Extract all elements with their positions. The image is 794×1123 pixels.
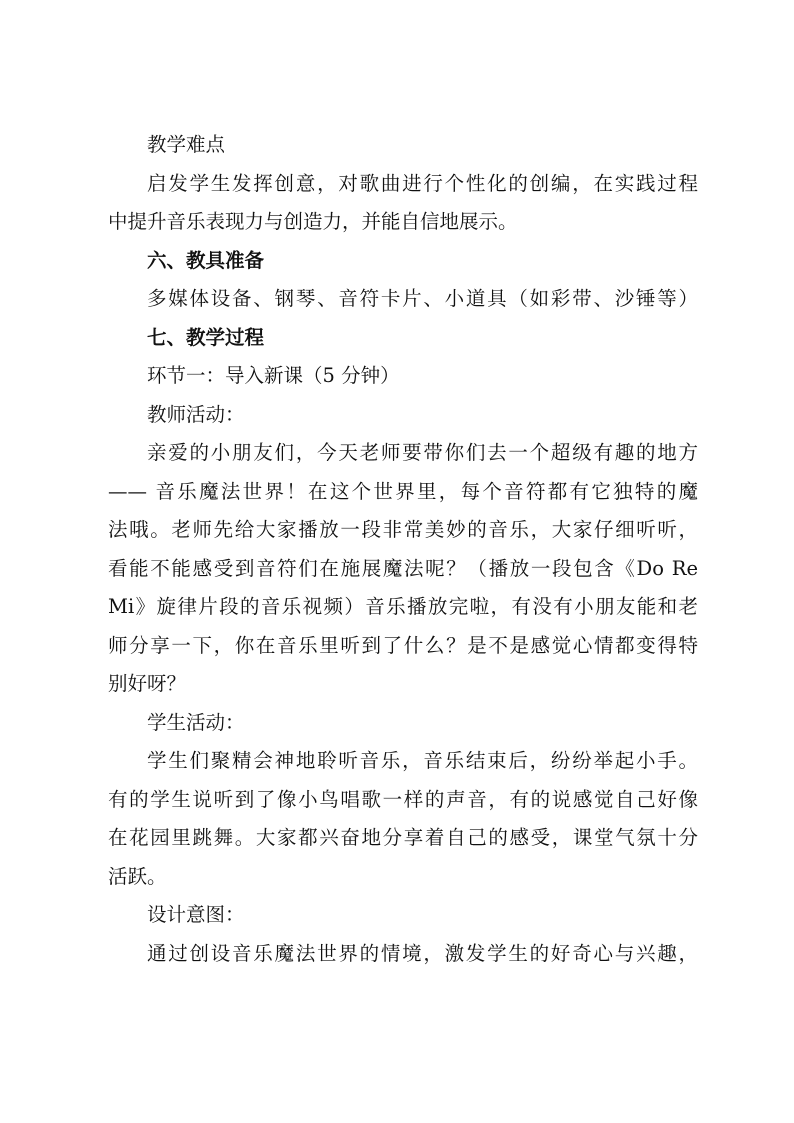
paragraph-line: 多媒体设备、钢琴、音符卡片、小道具（如彩带、沙锤等） — [147, 287, 698, 310]
section-heading-teaching-process: 七、教学过程 — [147, 325, 265, 349]
paragraph-line: 活跃。 — [108, 864, 167, 888]
paragraph-line: 中提升音乐表现力与创造力，并能自信地展示。 — [108, 210, 518, 233]
paragraph-line: 看能不能感受到音符们在施展魔法呢？（播放一段包含《Do Re — [108, 556, 698, 580]
paragraph-line: 别好呀？ — [108, 672, 187, 695]
paragraph-line: —— 音乐魔法世界！在这个世界里，每个音符都有它独特的魔 — [108, 479, 698, 503]
paragraph-line: 启发学生发挥创意，对歌曲进行个性化的创编，在实践过程 — [147, 171, 698, 195]
document-page — [108, 126, 698, 973]
paragraph-line: 师分享一下，你在音乐里听到了什么？是不是感觉心情都变得特 — [108, 633, 698, 657]
paragraph-line: 亲爱的小朋友们，今天老师要带你们去一个超级有趣的地方 — [147, 441, 698, 464]
paragraph-line: 通过创设音乐魔法世界的情境，激发学生的好奇心与兴趣， — [147, 941, 698, 965]
label-step-one: 环节一：导入新课（5 分钟） — [147, 364, 400, 387]
label-teaching-difficulty: 教学难点 — [147, 133, 226, 156]
label-teacher-activity: 教师活动： — [147, 402, 245, 426]
section-heading-teaching-aids: 六、教具准备 — [147, 248, 265, 272]
label-student-activity: 学生活动： — [147, 710, 245, 734]
paragraph-line: 有的学生说听到了像小鸟唱歌一样的声音，有的说感觉自己好像 — [108, 787, 698, 811]
label-design-intent: 设计意图： — [147, 903, 245, 926]
paragraph-line: 法哦。老师先给大家播放一段非常美妙的音乐，大家仔细听听， — [108, 518, 698, 541]
paragraph-line: Mi》旋律片段的音乐视频）音乐播放完啦，有没有小朋友能和老 — [108, 595, 698, 618]
paragraph-line: 在花园里跳舞。大家都兴奋地分享着自己的感受，课堂气氛十分 — [108, 826, 698, 849]
paragraph-line: 学生们聚精会神地聆听音乐，音乐结束后，纷纷举起小手。 — [147, 749, 698, 772]
